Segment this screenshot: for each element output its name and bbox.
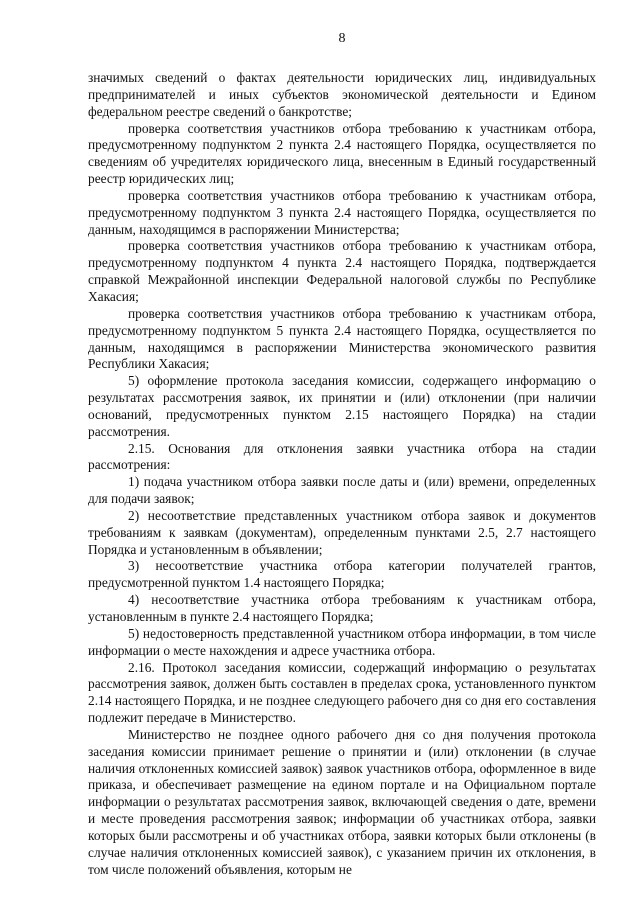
page-number: 8 <box>338 31 346 46</box>
paragraph: проверка соответствия участников отбора требованию к участникам отбора, предусмотренному подпунктом 2 пункта 2.4 настоящего Порядка, осуществляется по сведениям об учредителях юридического лица, внесенным в Единый государственный реестр юридических лиц; <box>88 120 596 187</box>
document-body <box>88 70 596 879</box>
list-item-5: 5) оформление протокола заседания комиссии, содержащего информацию о результатах рассмотрения заявок, их принятии и (или) отклонении (при наличии оснований, предусмотренных пунктом 2.15 настоящего Порядка) на стадии рассмотрения. <box>88 373 596 439</box>
list-item-2: 2) несоответствие представленных участником отбора заявок и документов требованиям к заявкам (документам), определенным пунктами 2.5, 2.7 настоящего Порядка и установленным в объявлении; <box>88 507 596 557</box>
paragraph: проверка соответствия участников отбора требованию к участникам отбора, предусмотренному подпунктом 4 пункта 2.4 настоящего Порядка, подтверждается справкой Межрайонной инспекции Федеральной налоговой службы по Республике Хакасия; <box>88 238 596 304</box>
list-item-1: 1) подача участником отбора заявки после даты и (или) времени, определенных для подачи заявок; <box>88 474 596 507</box>
list-item-5b: 5) недостоверность представленной участником отбора информации, в том числе информации о месте нахождения и адресе участника отбора. <box>88 625 596 658</box>
paragraph: проверка соответствия участников отбора требованию к участникам отбора, предусмотренному подпунктом 3 пункта 2.4 настоящего Порядка, осуществляется по данным, находящимся в распоряжении Министерства; <box>88 187 596 237</box>
paragraph-continuation: значимых сведений о фактах деятельности юридических лиц, индивидуальных предпринимателей и иных субъектов экономической деятельности и Едином федеральном реестре сведений о банкротстве; <box>88 70 596 119</box>
list-item-4: 4) несоответствие участника отбора требованиям к участникам отбора, установленным в пункте 2.4 настоящего Порядка; <box>88 592 596 624</box>
list-item-3: 3) несоответствие участника отбора категории получателей грантов, предусмотренной пунктом 1.4 настоящего Порядка; <box>88 558 596 591</box>
paragraph-ministry-decision: Министерство не позднее одного рабочего дня со дня получения протокола заседания комиссии принимает решение о принятии и (или) отклонении (в случае наличия отклоненных комиссией заявок) заявок участников отбора, оформленное в виде приказа, и обеспечивает размещение на едином портале и на Официальном портале информации о результатах рассмотрения заявок, включающей сведения о дате, времени и месте проведения рассмотрения заявок; информации об участниках отбора, заявки которых были рассмотрены и об участниках отбора, заявки которых были отклонены (в случае наличия отклоненных комиссией заявок), с указанием причин их отклонения, в том числе положений объявления, которым не <box>88 726 596 877</box>
document-page <box>88 30 596 879</box>
section-2-16: 2.16. Протокол заседания комиссии, содержащий информацию о результатах рассмотрения заявок, должен быть составлен в пределах срока, установленного пунктом 2.14 настоящего Порядка, и не позднее следующего рабочего дня со дня его составления подлежит передаче в Министерство. <box>88 659 596 726</box>
paragraph: проверка соответствия участников отбора требованию к участникам отбора, предусмотренному подпунктом 5 пункта 2.4 настоящего Порядка, осуществляется по данным, находящимся в распоряжении Министерства экономического развития Республики Хакасия; <box>88 305 596 372</box>
section-2-15-heading: 2.15. Основания для отклонения заявки участника отбора на стадии рассмотрения: <box>88 440 596 473</box>
